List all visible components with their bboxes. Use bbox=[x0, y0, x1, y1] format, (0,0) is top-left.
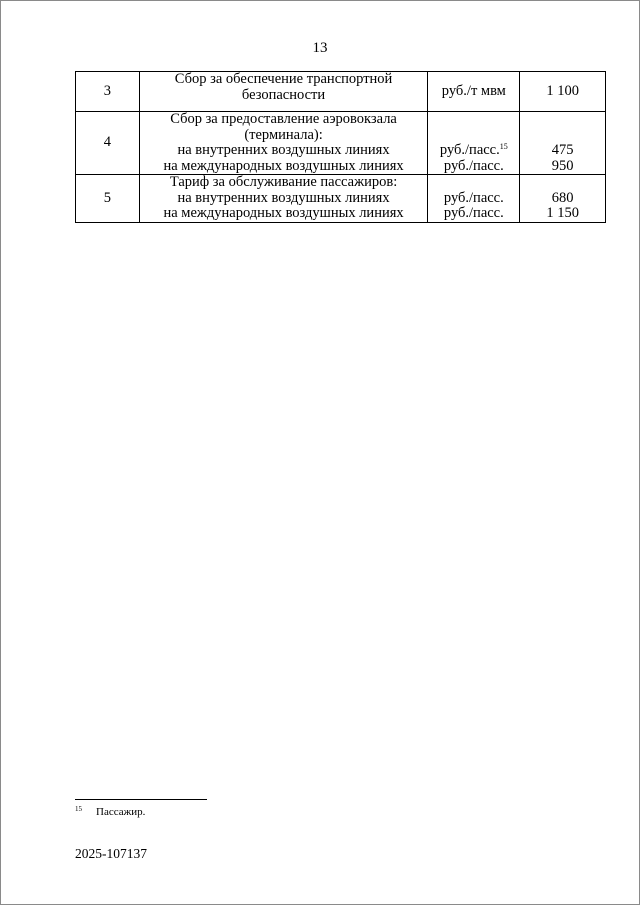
footnote bbox=[75, 805, 145, 818]
value-line: 475 bbox=[551, 142, 574, 158]
row-unit bbox=[428, 72, 520, 112]
value-line: 680 bbox=[551, 189, 574, 206]
footnote-text: Пассажир. bbox=[96, 806, 146, 818]
value-line: 1 150 bbox=[546, 205, 579, 221]
row-number: 5 bbox=[76, 175, 140, 223]
table-row bbox=[76, 175, 606, 223]
row-value bbox=[520, 112, 606, 175]
row-description bbox=[139, 112, 428, 175]
description-line: безопасности bbox=[241, 86, 326, 103]
description-line: Сбор за предоставление аэровокзала bbox=[170, 111, 397, 127]
row-value bbox=[520, 72, 606, 112]
document-code: 2025-107137 bbox=[75, 846, 147, 861]
description-line: на внутренних воздушных линиях bbox=[177, 142, 390, 158]
value-line: 1 100 bbox=[546, 82, 579, 99]
unit-line: руб./т мвм bbox=[441, 82, 506, 99]
page-number: 13 bbox=[312, 40, 328, 56]
table-row bbox=[76, 72, 606, 112]
row-unit bbox=[428, 112, 520, 175]
row-description bbox=[139, 175, 428, 223]
value-line: 950 bbox=[551, 157, 574, 174]
row-value bbox=[520, 175, 606, 223]
unit-text: руб./пасс. bbox=[439, 142, 500, 158]
unit-line: руб./пасс. bbox=[443, 157, 504, 174]
footnote-mark: 15 bbox=[75, 805, 82, 813]
unit-line: руб./пасс. bbox=[443, 189, 504, 206]
description-line: на внутренних воздушных линиях bbox=[177, 189, 390, 206]
unit-line bbox=[428, 143, 519, 159]
row-description bbox=[139, 72, 428, 112]
unit-line: руб./пасс. bbox=[443, 205, 504, 221]
tariff-table bbox=[75, 71, 606, 223]
description-line: (терминала): bbox=[244, 126, 323, 143]
description-line: Тариф за обслуживание пассажиров: bbox=[169, 174, 398, 190]
description-line: Сбор за обеспечение транспортной bbox=[174, 71, 393, 87]
row-unit bbox=[428, 175, 520, 223]
footnote-divider bbox=[75, 799, 207, 800]
row-number: 3 bbox=[76, 72, 140, 112]
footnote-ref: 15 bbox=[499, 142, 508, 151]
row-number: 4 bbox=[76, 112, 140, 175]
description-line: на международных воздушных линиях bbox=[163, 157, 404, 174]
table-row bbox=[76, 112, 606, 175]
description-line: на международных воздушных линиях bbox=[163, 205, 404, 221]
